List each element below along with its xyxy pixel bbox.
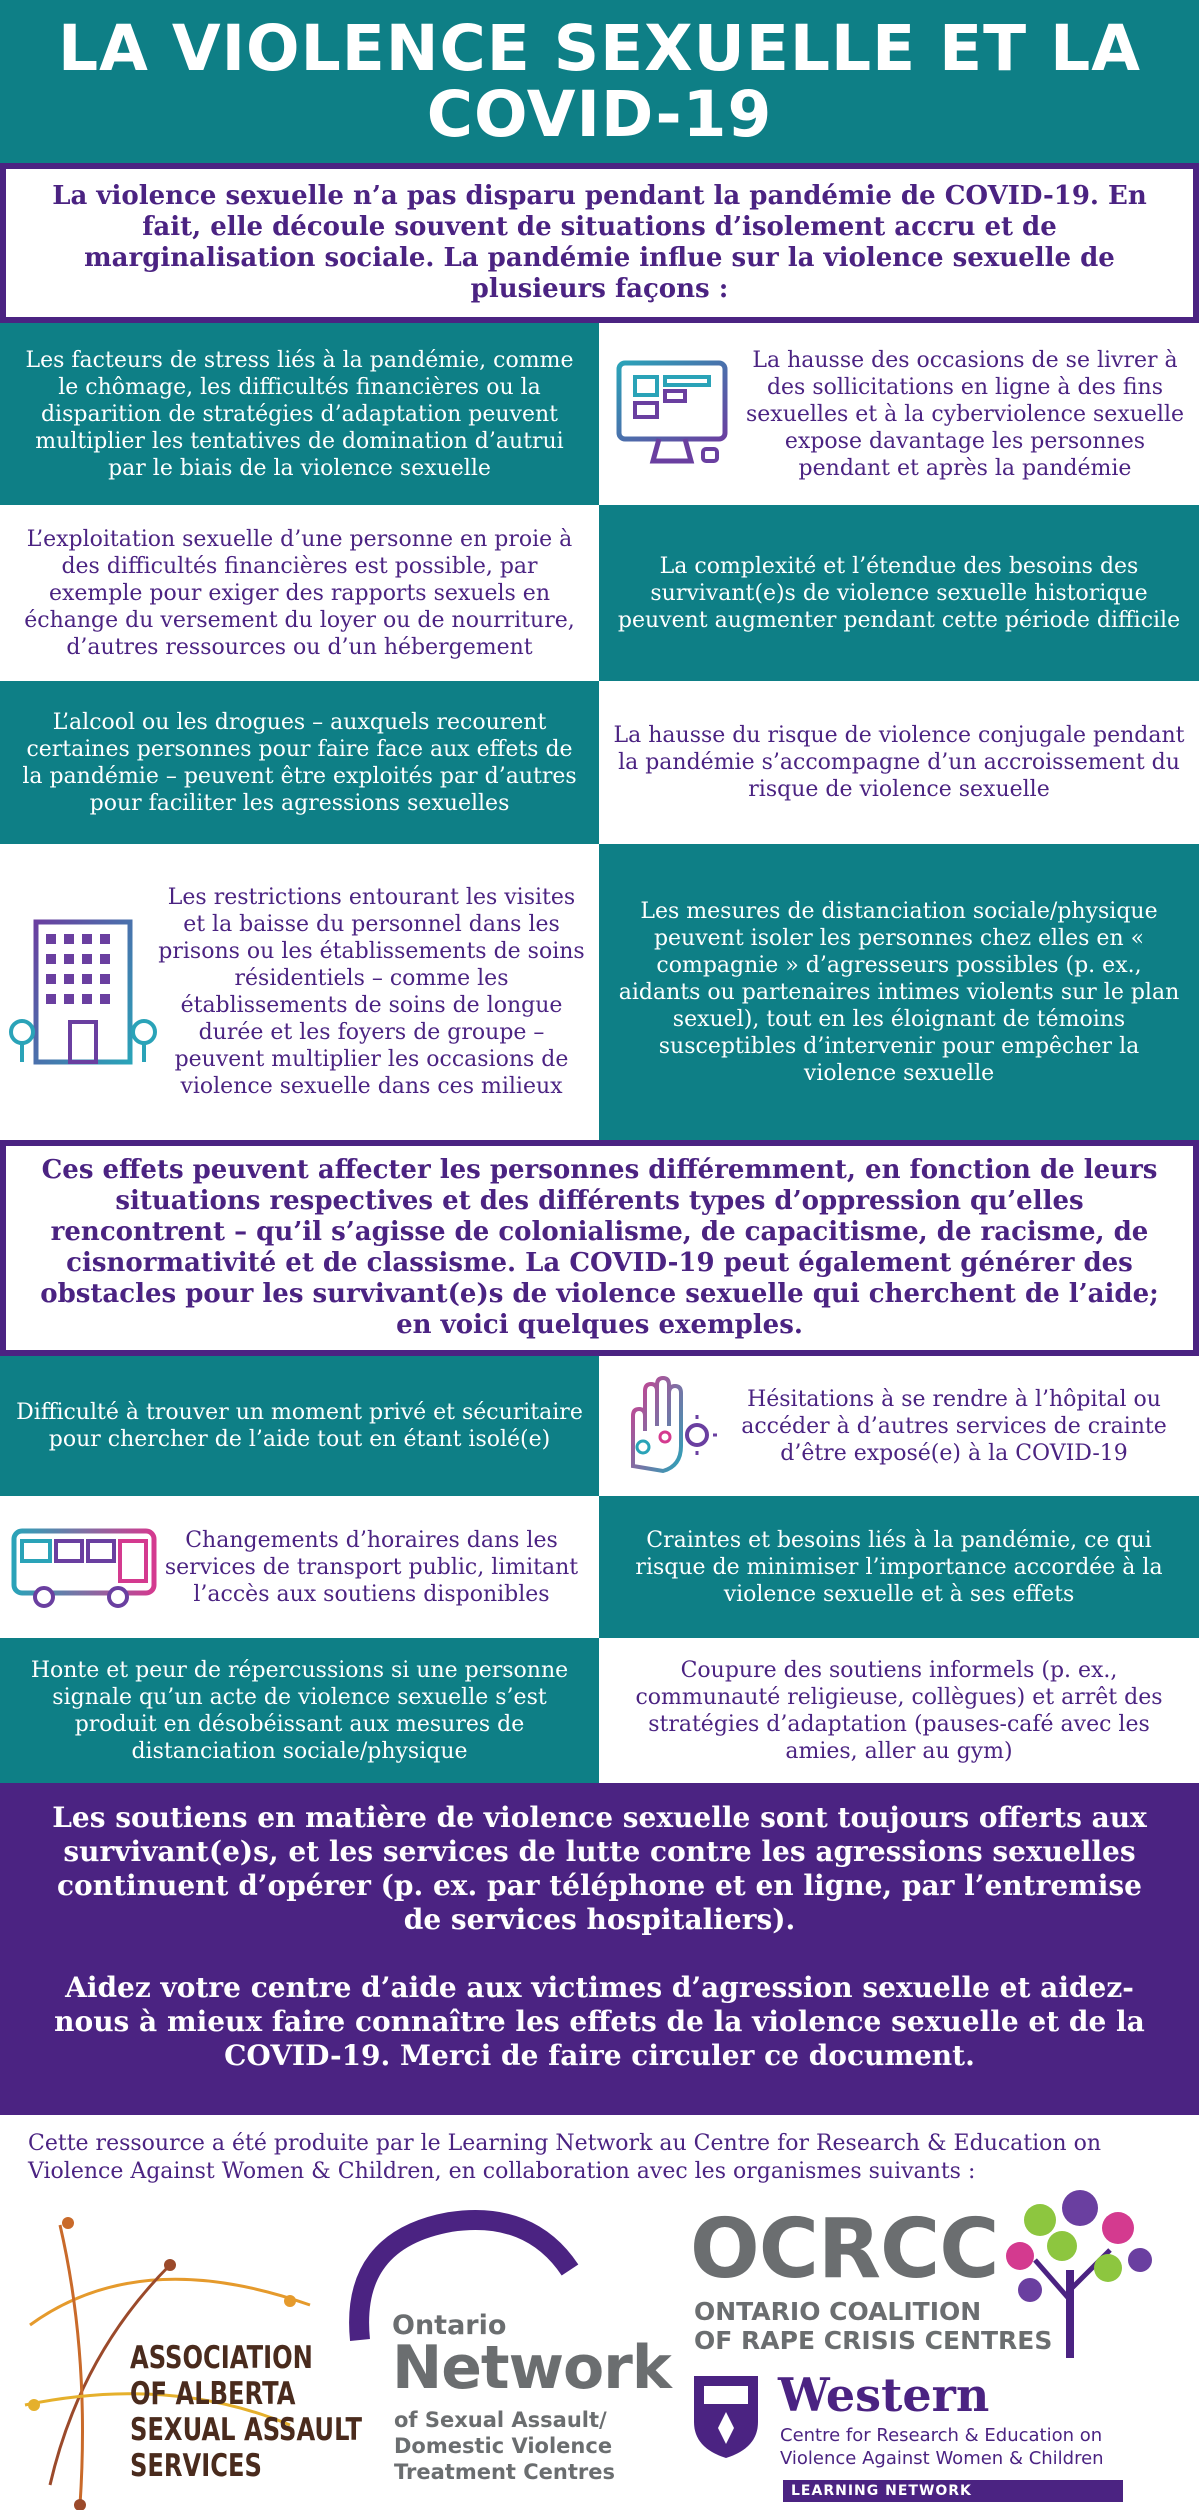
intro-text: La violence sexuelle n’a pas disparu pendant la pandémie de COVID-19. En fait, elle découle souvent de situations d’isolement accru et de marginalisation sociale. La pandémie influe sur la violence sexuelle de plusieurs façons :	[52, 181, 1147, 304]
computer-icon	[607, 349, 737, 479]
closing-paragraph: Les soutiens en matière de violence sexuelle sont toujours offerts aux survivant(e)s, et les services de lutte contre les agressions sexuelles continuent d’opérer (p. ex. par téléphone et en ligne, par l’entremise de services hospitaliers).	[52, 1801, 1147, 1936]
effect-cell	[0, 681, 599, 844]
effect-text: L’alcool ou les drogues – auxquels recourent certaines personnes pour faire face aux effets de la pandémie – peuvent être exploités par d’autres pour faciliter les agressions sexuelles	[22, 709, 577, 816]
building-icon	[8, 912, 158, 1072]
effect-cell	[599, 844, 1199, 1140]
effect-text: La complexité et l’étendue des besoins des survivant(e)s de violence sexuelle historique peuvent augmenter pendant cette période difficile	[617, 553, 1181, 633]
effect-text: L’exploitation sexuelle d’une personne en proie à des difficultés financières est possible, par exemple pour exiger des rapports sexuels en échange du versement du loyer ou de nourriture, d’autres ressources ou d’un hébergement	[24, 526, 575, 660]
barrier-text: Craintes et besoins liés à la pandémie, ce qui risque de minimiser l’importance accordée à la violence sexuelle et à ses effets	[635, 1527, 1163, 1607]
closing-paragraph: Aidez votre centre d’aide aux victimes d’agression sexuelle et aidez-nous à mieux faire connaître les effets de la violence sexuelle et de la COVID-19. Merci de faire circuler ce document.	[54, 1971, 1145, 2072]
barrier-cell	[599, 1356, 1199, 1496]
barrier-cell	[0, 1496, 599, 1638]
middle-text: Ces effets peuvent affecter les personnes différemment, en fonction de leurs situations respectives et des différents types d’oppression qu’elles rencontrent – qu’il s’agisse de colonialisme, de capacitisme, de racisme, de cisnormativité et de classisme. La COVID-19 peut également générer des obstacles pour les survivant(e)s de violence sexuelle qui cherchent de l’aide; en voici quelques exemples.	[40, 1155, 1159, 1340]
ontario-word: Ontario	[392, 2310, 507, 2341]
barrier-cell	[0, 1638, 599, 1783]
barrier-text: Coupure des soutiens informels (p. ex., communauté religieuse, collègues) et arrêt des stratégies d’adaptation (pauses-café avec les amies, aller au gym)	[635, 1657, 1163, 1764]
barrier-text: Changements d’horaires dans les services de transport public, limitant l’accès aux soutiens disponibles	[164, 1527, 579, 1607]
effect-cell	[0, 505, 599, 681]
network-word: Network	[392, 2333, 671, 2403]
barrier-cell	[599, 1496, 1199, 1638]
ontario-network-sub: of Sexual Assault/ Domestic Violence Treatment Centres	[394, 2408, 615, 2484]
ocrcc-wordmark: OCRCC	[690, 2202, 999, 2297]
barrier-text: Hésitations à se rendre à l’hôpital ou accéder à d’autres services de crainte d’être exposé(e) à la COVID-19	[741, 1386, 1167, 1466]
barrier-text: Difficulté à trouver un moment privé et sécuritaire pour chercher de l’aide tout en étant isolé(e)	[16, 1400, 583, 1452]
hands-virus-icon	[613, 1371, 723, 1481]
bus-icon	[8, 1517, 158, 1617]
middle-box	[0, 1140, 1199, 1356]
effect-cell	[0, 323, 599, 505]
barrier-text: Honte et peur de répercussions si une personne signale qu’un acte de violence sexuelle s’est produit en désobéissant aux mesures de distanciation sociale/physique	[30, 1657, 569, 1764]
header-banner	[0, 0, 1199, 163]
effect-cell	[599, 323, 1199, 505]
barrier-cell	[0, 1356, 599, 1496]
effect-text: Les restrictions entourant les visites et la baisse du personnel dans les prisons ou les établissements de soins résidentiels – comme les établissements de soins de longue durée et les foyers de groupe – peuvent multiplier les occasions de violence sexuelle dans ces milieux	[158, 885, 585, 1099]
learning-network-bar: LEARNING NETWORK	[783, 2480, 1123, 2502]
effect-text: Les facteurs de stress liés à la pandémie, comme le chômage, les difficultés financières ou la disparition de stratégies d’adaptation peuvent multiplier les tentatives de domination d’autrui par le biais de la violence sexuelle	[25, 347, 574, 481]
western-sub: Centre for Research & Education on Violence Against Women & Children	[780, 2425, 1104, 2469]
effect-cell	[599, 505, 1199, 681]
page-title: LA VIOLENCE SEXUELLE ET LA COVID-19	[58, 11, 1141, 151]
credit-text: Cette ressource a été produite par le Learning Network au Centre for Research & Education on Violence Against Women & Children, en collaboration avec les organismes suivants :	[28, 2131, 1101, 2184]
effect-text: La hausse du risque de violence conjugale pendant la pandémie s’accompagne d’un accroissement du risque de violence sexuelle	[613, 723, 1185, 802]
barrier-cell	[599, 1638, 1199, 1783]
effect-cell	[599, 681, 1199, 844]
closing-block	[0, 1783, 1199, 2115]
effect-cell	[0, 844, 599, 1140]
aaas-logo-text: ASSOCIATION OF ALBERTA SEXUAL ASSAULT SERVICES	[130, 2340, 362, 2484]
intro-box	[0, 163, 1199, 323]
ocrcc-sub: ONTARIO COALITION OF RAPE CRISIS CENTRES	[694, 2297, 1053, 2355]
western-crest-icon	[690, 2372, 762, 2460]
effect-text: La hausse des occasions de se livrer à des sollicitations en ligne à des fins sexuelles et à la cyberviolence sexuelle expose davantage les personnes pendant et après la pandémie	[745, 347, 1185, 481]
western-wordmark: Western	[778, 2368, 990, 2422]
effect-text: Les mesures de distanciation sociale/physique peuvent isoler les personnes chez elles en « compagnie » d’agresseurs possibles (p. ex., aidants ou partenaires intimes violents sur le plan sexuel), tout en les éloignant de témoins susceptibles d’intervenir pour empêcher la violence sexuelle	[618, 898, 1180, 1086]
